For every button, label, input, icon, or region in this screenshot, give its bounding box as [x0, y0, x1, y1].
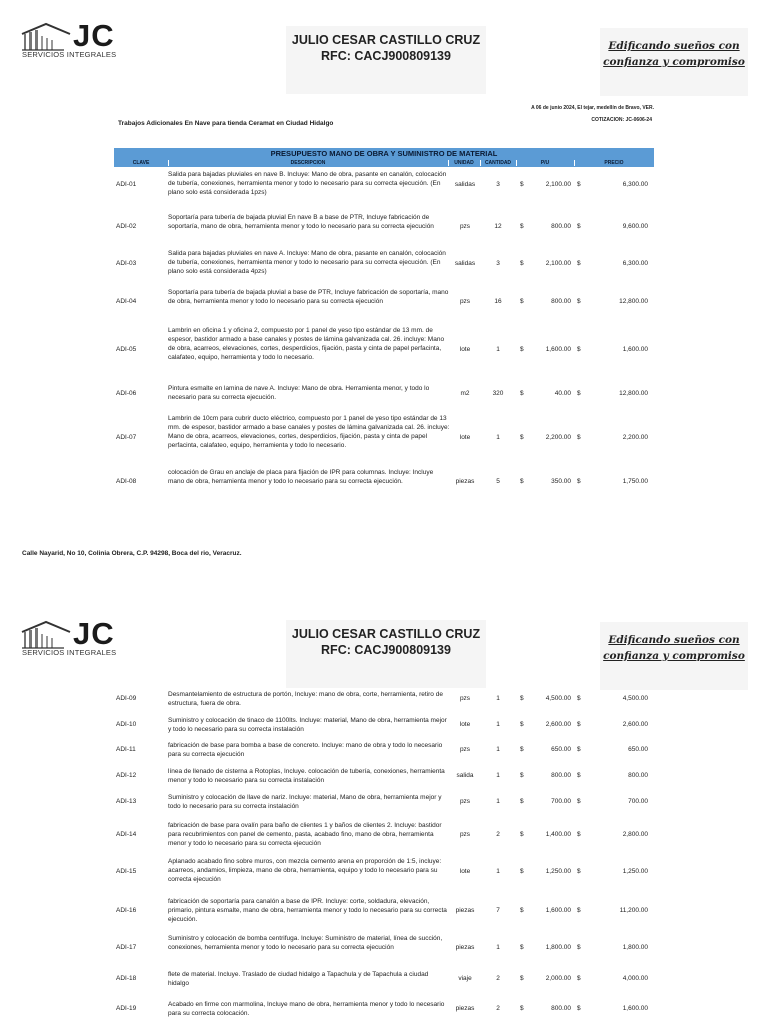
item-unidad: piezas [455, 1005, 475, 1012]
currency-sign: $ [520, 907, 524, 914]
currency-sign: $ [520, 868, 524, 875]
item-unidad: lote [459, 346, 471, 353]
currency-sign: $ [520, 944, 524, 951]
table-title: PRESUPUESTO MANO DE OBRA Y SUMINISTRO DE MATERIAL [114, 148, 654, 159]
slogan [600, 28, 748, 96]
item-total-price: 1,750.00 [622, 478, 648, 485]
item-cantidad: 3 [496, 260, 500, 267]
item-total-price: 1,800.00 [622, 944, 648, 951]
item-total-price: 12,800.00 [619, 390, 648, 397]
item-clave: ADI-10 [116, 721, 137, 728]
issuer-rfc: RFC: CACJ900809139 [321, 643, 451, 657]
table-header [114, 159, 654, 167]
date-line: A 06 de junio 2024, El tejar, medellín de Bravo, VER. [531, 105, 654, 111]
column-header-clave: CLAVE [114, 160, 169, 166]
item-unidad: pzs [459, 798, 471, 805]
item-total-price: 9,600.00 [622, 223, 648, 230]
item-unit-price: 800.00 [551, 223, 571, 230]
item-unidad: salidas [454, 181, 476, 188]
item-clave: ADI-05 [116, 346, 137, 353]
item-cantidad: 1 [496, 721, 500, 728]
item-description: fabricación de soportaría para canalón a base de IPR. Incluye: corte, soldadura, elevación, primario, pintura esmalte, mano de obra, herramienta menor y todo lo necesario para su correcta ejecución. [168, 898, 447, 923]
item-cantidad: 16 [494, 298, 502, 305]
item-unit-price: 4,500.00 [545, 695, 571, 702]
currency-sign: $ [577, 1005, 581, 1012]
item-unit-price: 1,400.00 [545, 831, 571, 838]
item-total-price: 1,600.00 [622, 346, 648, 353]
item-unidad: pzs [459, 831, 471, 838]
logo-subtitle: SERVICIOS INTEGRALES [22, 648, 117, 657]
item-clave: ADI-02 [116, 223, 137, 230]
item-description: línea de llenado de cisterna a Rotoplas, Incluye. colocación de tubería, conexiones, herramienta menor y todo lo necesario para su correcta instalación [168, 768, 445, 784]
item-description: Acabado en firme con marmolina, Incluye mano de obra, herramienta menor y todo lo necesario para su correcta colocación. [168, 1001, 445, 1017]
item-total-price: 2,200.00 [622, 434, 648, 441]
item-total-price: 1,600.00 [622, 1005, 648, 1012]
currency-sign: $ [577, 798, 581, 805]
currency-sign: $ [520, 798, 524, 805]
item-clave: ADI-03 [116, 260, 137, 267]
currency-sign: $ [577, 721, 581, 728]
item-total-price: 2,600.00 [622, 721, 648, 728]
item-cantidad: 2 [496, 1005, 500, 1012]
logo-wordmark: JC [73, 616, 115, 651]
document-subject: Trabajos Adicionales En Nave para tienda Ceramat en Ciudad Hidalgo [118, 120, 334, 127]
building-logo-icon [20, 620, 72, 650]
item-clave: ADI-08 [116, 478, 137, 485]
item-clave: ADI-11 [116, 746, 136, 753]
currency-sign: $ [577, 772, 581, 779]
item-unit-price: 2,600.00 [545, 721, 571, 728]
company-address: Calle Nayarid, No 10, Colinia Obrera, C.P. 94298, Boca del rio, Veracruz. [22, 550, 242, 557]
item-total-price: 800.00 [628, 772, 648, 779]
item-unit-price: 1,600.00 [545, 346, 571, 353]
item-total-price: 650.00 [628, 746, 648, 753]
item-description: Desmantelamiento de estructura de portón, Incluye: mano de obra, corte, herramienta, retiro de estructura, fuera de obra. [168, 691, 443, 707]
item-cantidad: 1 [496, 798, 500, 805]
currency-sign: $ [520, 746, 524, 753]
item-unit-price: 350.00 [551, 478, 571, 485]
column-header-pu: P/U [516, 160, 575, 166]
item-cantidad: 1 [496, 772, 500, 779]
item-unit-price: 2,100.00 [545, 181, 571, 188]
item-description: Suministro y colocación de tinaco de 1100lts. Incluye: material, Mano de obra, herramienta mejor y todo lo necesario para su correcta instalación [168, 717, 447, 733]
item-clave: ADI-15 [116, 868, 137, 875]
item-description: Soportaría para tubería de bajada pluvial a base de PTR, Incluye fabricación de soportaría, mano de obra, herramienta menor y todo lo necesario para su correcta ejecución [168, 289, 449, 305]
currency-sign: $ [577, 298, 581, 305]
item-unidad: m2 [460, 390, 470, 397]
item-unit-price: 1,800.00 [545, 944, 571, 951]
item-cantidad: 1 [496, 944, 500, 951]
column-header-cantidad: CANTIDAD [480, 160, 517, 166]
item-unit-price: 2,000.00 [545, 975, 571, 982]
currency-sign: $ [577, 390, 581, 397]
company-logo [20, 616, 140, 660]
issuer-name: JULIO CESAR CASTILLO CRUZ [291, 33, 481, 47]
currency-sign: $ [577, 695, 581, 702]
item-clave: ADI-07 [116, 434, 137, 441]
currency-sign: $ [520, 346, 524, 353]
item-clave: ADI-04 [116, 298, 137, 305]
item-unidad: lote [459, 868, 471, 875]
currency-sign: $ [577, 831, 581, 838]
item-unidad: lote [459, 434, 471, 441]
item-total-price: 11,200.00 [619, 907, 648, 914]
quote-page-2 [0, 600, 768, 1024]
item-total-price: 4,500.00 [622, 695, 648, 702]
issuer-header [286, 620, 486, 688]
item-cantidad: 320 [492, 390, 504, 397]
item-cantidad: 1 [496, 868, 500, 875]
currency-sign: $ [577, 181, 581, 188]
item-total-price: 12,800.00 [619, 298, 648, 305]
item-unidad: salidas [454, 260, 476, 267]
currency-sign: $ [577, 260, 581, 267]
currency-sign: $ [577, 478, 581, 485]
item-unit-price: 800.00 [551, 772, 571, 779]
item-unidad: pzs [459, 223, 471, 230]
currency-sign: $ [520, 478, 524, 485]
item-clave: ADI-06 [116, 390, 137, 397]
currency-sign: $ [520, 181, 524, 188]
issuer-rfc: RFC: CACJ900809139 [321, 49, 451, 63]
item-cantidad: 1 [496, 746, 500, 753]
item-clave: ADI-13 [116, 798, 137, 805]
item-cantidad: 2 [496, 975, 500, 982]
currency-sign: $ [520, 721, 524, 728]
item-description: Pintura esmalte en lamina de nave A. Incluye: Mano de obra. Herramienta menor, y todo lo necesario para su correcta ejecución. [168, 385, 430, 401]
currency-sign: $ [520, 260, 524, 267]
item-clave: ADI-09 [116, 695, 137, 702]
item-unidad: piezas [455, 478, 475, 485]
item-description: Lambrin en oficina 1 y oficina 2, compuesto por 1 panel de yeso tipo estándar de 13 mm. de espesor, bastidor armado a base canales y postes de lámina galvanizada cal. 26. incluye: Mano de obra, acarreos, elevaciones, cortes, desperdicios, fijación, pasta y cinta de papel perfacinta, calafateo, equipo, herramienta y todo lo necesario. [168, 327, 445, 361]
item-clave: ADI-19 [116, 1005, 137, 1012]
currency-sign: $ [577, 975, 581, 982]
item-description: Salida para bajadas pluviales en nave A. Incluye: Mano de obra, pasante en canalón, colocación de tubería, conexiones, herramienta menor y todo lo necesario para su correcta ejecución. (En plano solo está considerada 4pzs) [168, 250, 446, 275]
currency-sign: $ [520, 975, 524, 982]
item-unidad: piezas [455, 907, 475, 914]
item-clave: ADI-12 [116, 772, 137, 779]
item-unit-price: 800.00 [551, 298, 571, 305]
item-total-price: 6,300.00 [622, 181, 648, 188]
item-cantidad: 5 [496, 478, 500, 485]
slogan [600, 622, 748, 690]
item-description: Suministro y colocación de llave de nariz. Incluye: material, Mano de obra, herramienta mejor y todo lo necesario para su correcta instalación [168, 794, 442, 810]
column-header-descripcion: DESCRIPCION [168, 160, 449, 166]
currency-sign: $ [577, 907, 581, 914]
currency-sign: $ [520, 223, 524, 230]
item-description: flete de material. Incluye. Traslado de ciudad hidalgo a Tapachula y de Tapachula a ciudad hidalgo [168, 971, 429, 987]
company-logo [20, 18, 140, 62]
item-description: fabricación de base para ovalín para baño de clientes 1 y baños de clientes 2. Incluye: bastidor para recubrimientos con panel de cemento, pasta, acabado fino, mano de obra, herramienta menor y todo lo necesario para su correcta ejecución [168, 822, 442, 847]
item-description: Suministro y colocación de bomba centrifuga. Incluye: Suministro de material, línea de succión, conexiones, herramienta menor y todo lo necesario para su correcta ejecución [168, 935, 443, 951]
item-unidad: viaje [458, 975, 472, 982]
currency-sign: $ [520, 772, 524, 779]
slogan-line-2: confianza y compromiso [603, 650, 745, 662]
item-unidad: pzs [459, 746, 471, 753]
item-cantidad: 1 [496, 434, 500, 441]
item-unit-price: 800.00 [551, 1005, 571, 1012]
currency-sign: $ [577, 434, 581, 441]
item-description: Lambrin de 10cm para cubrir ducto eléctrico, compuesto por 1 panel de yeso tipo estándar de 13 mm. de espesor, bastidor armado a base canales y postes de lámina galvanizada cal. 26. incluye: Mano de obra, acarreos, elevaciones, cortes, desperdicios, fijación, pasta y cinta de papel perfacinta, calafateo, equipo, herramienta y todo lo necesario. [168, 415, 450, 449]
logo-wordmark: JC [73, 18, 115, 53]
building-logo-icon [20, 22, 72, 52]
currency-sign: $ [520, 695, 524, 702]
currency-sign: $ [520, 434, 524, 441]
issuer-header [286, 26, 486, 94]
item-total-price: 6,300.00 [622, 260, 648, 267]
item-unidad: piezas [455, 944, 475, 951]
currency-sign: $ [520, 298, 524, 305]
issuer-name: JULIO CESAR CASTILLO CRUZ [291, 627, 481, 641]
item-description: Soportaría para tubería de bajada pluvial En nave B a base de PTR, Incluye fabricación de soportaría, mano de obra, herramienta menor y todo lo necesario para su correcta ejecución [168, 214, 434, 230]
item-unidad: pzs [459, 695, 471, 702]
item-unit-price: 700.00 [551, 798, 571, 805]
item-clave: ADI-14 [116, 831, 137, 838]
item-description: Salida para bajadas pluviales en nave B. Incluye: Mano de obra, pasante en canalón, colocación de tubería, conexiones, herramienta menor y todo lo necesario para su correcta ejecución. (En plano solo está considerada 1pzs) [168, 171, 447, 196]
item-total-price: 1,250.00 [622, 868, 648, 875]
item-cantidad: 1 [496, 695, 500, 702]
slogan-line-1: Edificando sueños con [608, 634, 740, 646]
currency-sign: $ [520, 1005, 524, 1012]
logo-subtitle: SERVICIOS INTEGRALES [22, 50, 117, 59]
item-description: fabricación de base para bomba a base de concreto. Incluye: mano de obra y todo lo necesario para su correcta ejecución [168, 742, 443, 758]
item-unit-price: 2,200.00 [545, 434, 571, 441]
item-clave: ADI-16 [116, 907, 137, 914]
item-cantidad: 12 [494, 223, 502, 230]
item-unit-price: 1,250.00 [545, 868, 571, 875]
item-cantidad: 7 [496, 907, 500, 914]
currency-sign: $ [577, 868, 581, 875]
item-unit-price: 650.00 [551, 746, 571, 753]
item-unidad: salida [456, 772, 474, 779]
item-unit-price: 1,600.00 [545, 907, 571, 914]
slogan-line-2: confianza y compromiso [603, 56, 745, 68]
item-total-price: 4,000.00 [622, 975, 648, 982]
item-clave: ADI-17 [116, 944, 137, 951]
column-header-precio: PRECIO [604, 160, 624, 166]
currency-sign: $ [520, 390, 524, 397]
item-unidad: lote [459, 721, 471, 728]
currency-sign: $ [577, 223, 581, 230]
item-cantidad: 2 [496, 831, 500, 838]
slogan-line-1: Edificando sueños con [608, 40, 740, 52]
currency-sign: $ [577, 346, 581, 353]
item-clave: ADI-18 [116, 975, 137, 982]
currency-sign: $ [520, 831, 524, 838]
item-description: Aplanado acabado fino sobre muros, con mezcla cemento arena en proporción de 1:5, incluye: acarreos, andamios, limpieza, mano de obra, herramienta, equipo y todo lo necesario para su correcta ejecución [168, 858, 442, 883]
quote-number: COTIZACION: JC-0606-24 [591, 117, 652, 123]
currency-sign: $ [577, 746, 581, 753]
item-total-price: 700.00 [628, 798, 648, 805]
item-description: colocación de Grau en anclaje de placa para fijación de IPR para columnas. Incluye: Incluye mano de obra, herramienta menor y todo lo necesario para su correcta ejecución. [168, 469, 434, 485]
column-header-unidad: UNIDAD [448, 160, 481, 166]
currency-sign: $ [577, 944, 581, 951]
item-cantidad: 1 [496, 346, 500, 353]
item-unidad: pzs [459, 298, 471, 305]
item-unit-price: 2,100.00 [545, 260, 571, 267]
item-unit-price: 40.00 [554, 390, 571, 397]
item-clave: ADI-01 [116, 181, 137, 188]
item-cantidad: 3 [496, 181, 500, 188]
item-total-price: 2,800.00 [622, 831, 648, 838]
